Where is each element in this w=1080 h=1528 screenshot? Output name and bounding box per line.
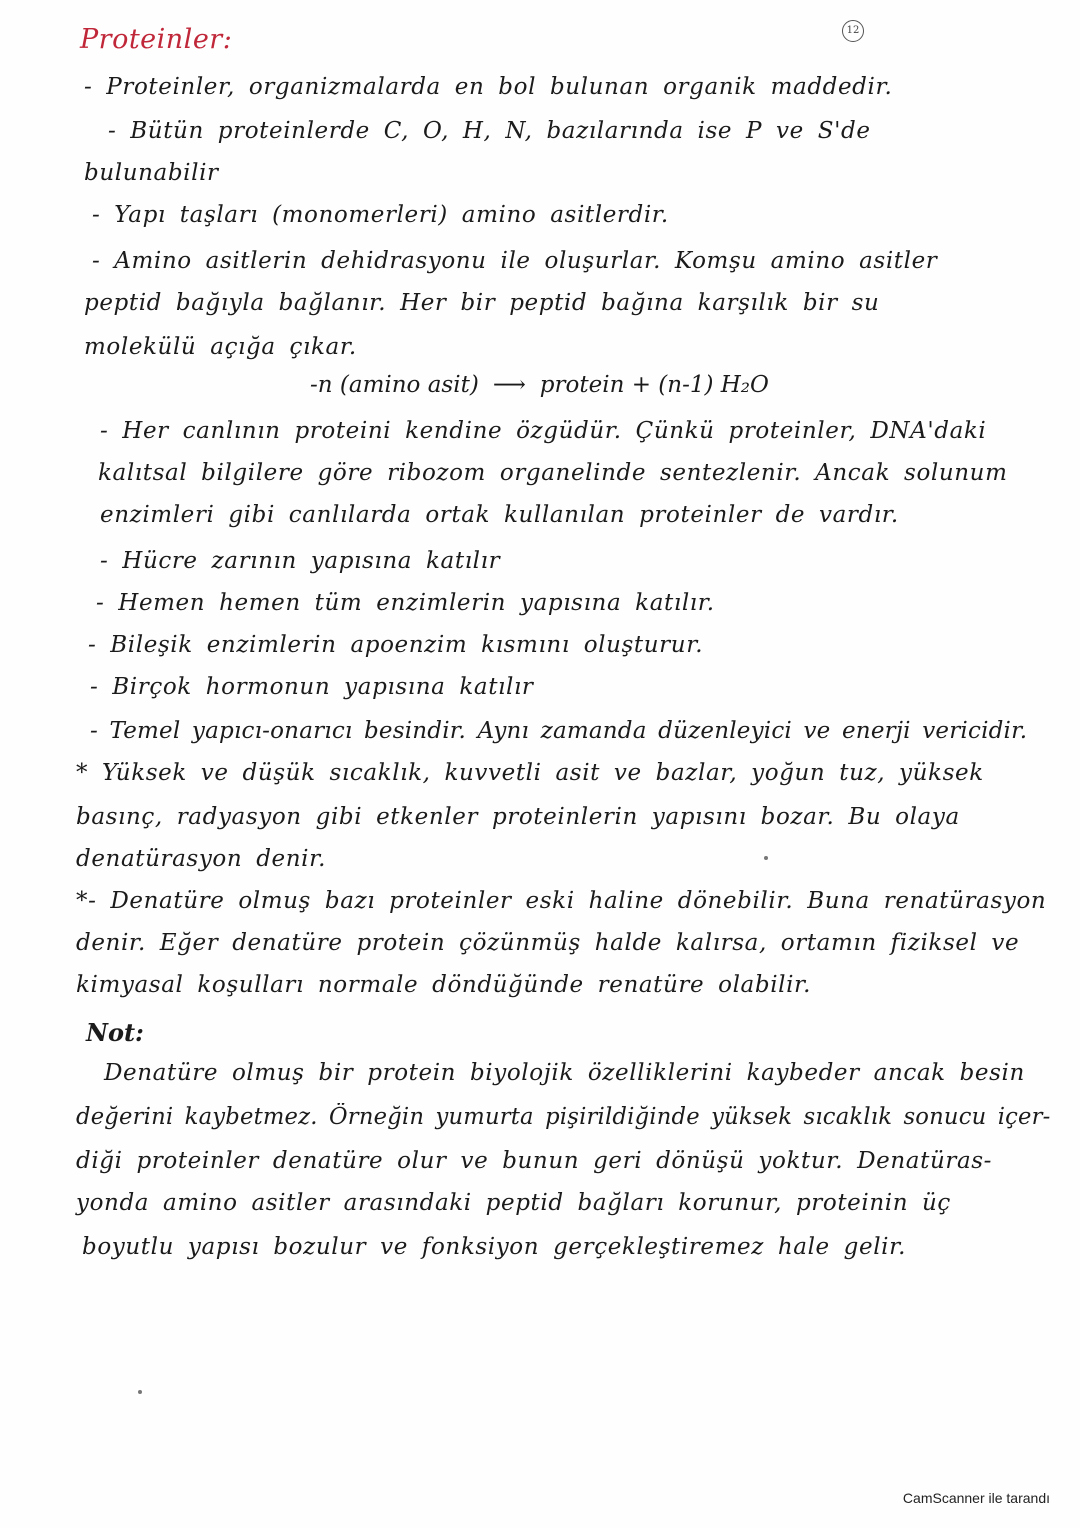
text-line: denatürasyon denir. (76, 846, 327, 872)
note-label: Not: (86, 1018, 144, 1047)
text-line: - Temel yapıcı-onarıcı besindir. Aynı zamanda düzenleyici ve enerji vericidir. (90, 718, 1028, 744)
note-line: yonda amino asitler arasındaki peptid bağları korunur, proteinin üç (76, 1190, 951, 1216)
note-line: boyutlu yapısı bozulur ve fonksiyon gerçekleştiremez hale gelir. (82, 1234, 907, 1260)
text-line: enzimleri gibi canlılarda ortak kullanılan proteinler de vardır. (100, 502, 899, 528)
text-line: - Amino asitlerin dehidrasyonu ile oluşurlar. Komşu amino asitler (92, 248, 938, 274)
text-line: bulunabilir (84, 160, 219, 186)
reaction-formula (310, 372, 769, 398)
text-line: peptid bağıyla bağlanır. Her bir peptid bağına karşılık bir su (84, 290, 880, 316)
text-line: - Bileşik enzimlerin apoenzim kısmını oluşturur. (88, 632, 704, 658)
text-line: denir. Eğer denatüre protein çözünmüş halde kalırsa, ortamın fiziksel ve (76, 930, 1020, 956)
scan-speck (138, 1390, 142, 1394)
text-line: basınç, radyasyon gibi etkenler proteinlerin yapısını bozar. Bu olaya (76, 804, 960, 830)
page-title: Proteinler: (80, 24, 233, 55)
text-line: - Birçok hormonun yapısına katılır (90, 674, 534, 700)
text-line: * Yüksek ve düşük sıcaklık, kuvvetli asit ve bazlar, yoğun tuz, yüksek (76, 760, 984, 786)
note-line: diği proteinler denatüre olur ve bunun geri dönüşü yoktur. Denatüras- (76, 1148, 993, 1174)
text-line: - Hemen hemen tüm enzimlerin yapısına katılır. (96, 590, 715, 616)
text-line: - Hücre zarının yapısına katılır (100, 548, 501, 574)
text-line: kalıtsal bilgilere göre ribozom organelinde sentezlenir. Ancak solunum (98, 460, 1008, 486)
note-line: Denatüre olmuş bir protein biyolojik özelliklerini kaybeder ancak besin (104, 1060, 1025, 1086)
arrow-icon: ⟶ (492, 372, 526, 398)
text-line: - Her canlının proteini kendine özgüdür. Çünkü proteinler, DNA'daki (100, 418, 987, 444)
formula-product: protein + (n-1) H₂O (539, 372, 769, 398)
text-line: - Proteinler, organizmalarda en bol bulunan organik maddedir. (84, 74, 893, 100)
scanner-watermark: CamScanner ile tarandı (902, 1490, 1050, 1506)
page-number-badge: 12 (842, 20, 864, 42)
text-line: - Bütün proteinlerde C, O, H, N, bazılarında ise P ve S'de (108, 118, 871, 144)
text-line: molekülü açığa çıkar. (84, 334, 357, 360)
formula-reactant: -n (amino asit) (310, 372, 479, 398)
text-line: kimyasal koşulları normale döndüğünde renatüre olabilir. (76, 972, 812, 998)
text-line: - Yapı taşları (monomerleri) amino asitlerdir. (92, 202, 669, 228)
note-line: değerini kaybetmez. Örneğin yumurta pişirildiğinde yüksek sıcaklık sonucu içer- (76, 1104, 1051, 1130)
scan-speck (764, 856, 768, 860)
text-line: *- Denatüre olmuş bazı proteinler eski haline dönebilir. Buna renatürasyon (76, 888, 1047, 914)
